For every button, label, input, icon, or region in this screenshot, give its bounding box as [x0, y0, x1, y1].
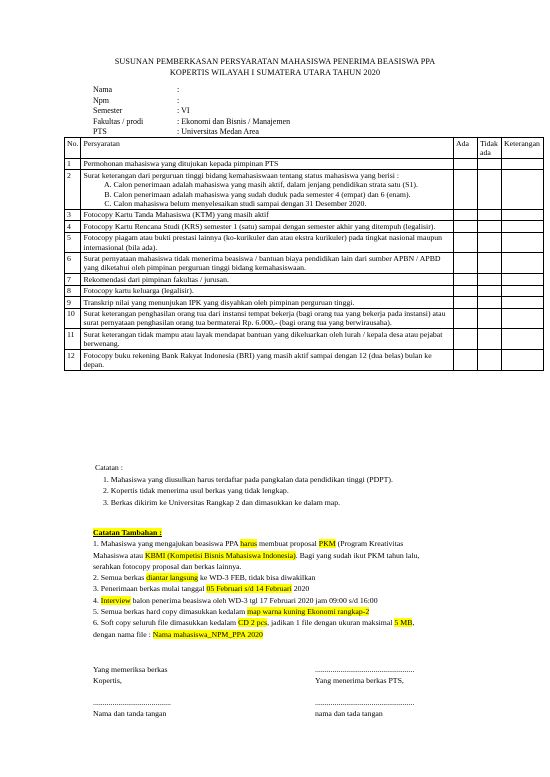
signature-left-org: Kopertis, — [93, 676, 122, 685]
table-row — [65, 297, 544, 308]
table-row — [65, 329, 544, 350]
table-row — [65, 274, 544, 285]
text: 5. Semua berkas hard copy dimasukkan kedalam — [93, 607, 248, 617]
signature-left — [93, 664, 171, 719]
document-title-line1: SUSUNAN PEMBERKASAN PERSYARATAN MAHASISWA PENERIMA BEASISWA PPA — [114, 57, 436, 66]
text: , dengan nama file : — [93, 618, 415, 639]
keterangan-cell[interactable] — [502, 253, 544, 274]
ada-cell[interactable] — [454, 209, 478, 220]
info-row-fakultas — [93, 117, 290, 128]
row-number: 10 — [65, 308, 81, 329]
row-text: Surat keterangan tidak mampu atau layak mendapat bantuan yang dikeluarkan oleh lurah / kepala desa atau pejabat berwenang. — [81, 329, 454, 350]
text: 2. Semua berkas — [93, 573, 147, 583]
ada-cell[interactable] — [454, 350, 478, 371]
row-text: Transkrip nilai yang menunjukan IPK yang disyahkan oleh pimpinan perguruan tinggi. — [81, 297, 454, 308]
table-row — [65, 253, 544, 274]
info-row-nama — [93, 85, 290, 96]
signature-left-dots: ........................................ — [93, 698, 171, 707]
row-number: 7 — [65, 274, 81, 285]
keterangan-cell[interactable] — [502, 209, 544, 220]
signature-right-role: Yang menerima berkas PTS, — [315, 676, 404, 685]
info-value: : VI — [177, 106, 190, 116]
tidak-ada-cell[interactable] — [478, 232, 502, 253]
ada-cell[interactable] — [454, 253, 478, 274]
text: . Bagi yang sudah ikut PKM tahun lalu, serahkan fotocopy proposal dan berkas lainnya. — [93, 550, 420, 571]
ada-cell[interactable] — [454, 274, 478, 285]
info-label: Fakultas / prodi — [93, 116, 144, 126]
row-number: 12 — [65, 350, 81, 371]
table-row — [65, 158, 544, 169]
ada-cell[interactable] — [454, 232, 478, 253]
text: balon penerima beasiswa oleh WD-3 tgl 17 Februari 2020 jam 09:00 s/d 16:00 — [130, 595, 378, 605]
row-text: Fotocopy Kartu Tanda Mahasiswa (KTM) yang masih aktif — [81, 209, 454, 220]
text: 2020 — [291, 584, 310, 594]
student-info — [93, 85, 290, 138]
keterangan-cell[interactable] — [502, 170, 544, 210]
header-keterangan: Keterangan — [502, 138, 544, 159]
row-number: 9 — [65, 297, 81, 308]
document-title-line2: KOPERTIS WILAYAH I SUMATERA UTARA TAHUN 2020 — [169, 68, 381, 77]
info-label: PTS — [93, 127, 107, 137]
info-value: : — [177, 85, 180, 94]
note-item: 3. Berkas dikirim ke Universitas Rangkap 2 dan dimasukkan ke dalam map. — [103, 497, 341, 507]
additional-note-3 — [93, 583, 428, 594]
highlight: 5 MB — [394, 618, 413, 628]
tidak-ada-cell[interactable] — [478, 221, 502, 232]
row-text: Fotocopy piagam atau bukti prestasi lainnya (ko-kurikuler dan atau ekstra kurikuler) pada tingkat nasional maupun internasional (bila ada). — [81, 232, 454, 253]
keterangan-cell[interactable] — [502, 297, 544, 308]
highlight: Interview — [100, 595, 131, 605]
notes-section — [95, 462, 393, 508]
row-text-with-sublist — [81, 170, 454, 210]
tidak-ada-cell[interactable] — [478, 158, 502, 169]
tidak-ada-cell[interactable] — [478, 209, 502, 220]
note-item: 2. Kopertis tidak menerima usul berkas yang tidak lengkap. — [103, 486, 289, 495]
table-row — [65, 209, 544, 220]
row-number: 6 — [65, 253, 81, 274]
highlight: harus — [240, 539, 258, 549]
table-row — [65, 221, 544, 232]
additional-note-2 — [93, 572, 428, 583]
tidak-ada-cell[interactable] — [478, 350, 502, 371]
tidak-ada-cell[interactable] — [478, 285, 502, 296]
tidak-ada-cell[interactable] — [478, 297, 502, 308]
info-row-npm — [93, 96, 290, 107]
table-row — [65, 350, 544, 371]
header-ada: Ada — [454, 138, 478, 159]
highlight: KBMI (Kompetisi Bisnis Mahasiswa Indonesia) — [144, 550, 296, 560]
table-header-row — [65, 138, 544, 159]
text: , jadikan 1 file dengan ukuran maksimal — [267, 618, 395, 628]
sub-item: A. Calon penerimaan adalah mahasiswa yang masih aktif, dalam jenjang pendidikan strata satu (S1). — [113, 180, 451, 189]
row-text: Fotocopy Kartu Rencana Studi (KRS) semester 1 (satu) sampai dengan semester akhir yang ditempuh (legalisir). — [81, 221, 454, 232]
keterangan-cell[interactable] — [502, 232, 544, 253]
highlight: diantar langsung — [146, 573, 199, 583]
additional-notes-title: Catatan Tambahan : — [93, 528, 162, 537]
keterangan-cell[interactable] — [502, 308, 544, 329]
highlight: CD 2 pcs — [238, 618, 268, 628]
row-text: Surat keterangan dari perguruan tinggi bidang kemahasiswaan tentang status mahasiswa yang berisi : — [83, 170, 400, 180]
additional-note-1 — [93, 538, 428, 572]
notes-title: Catatan : — [95, 463, 123, 472]
row-text: Rekomendasi dari pimpinan fakultas / jurusan. — [81, 274, 454, 285]
keterangan-cell[interactable] — [502, 285, 544, 296]
info-value: : Universitas Medan Area — [177, 127, 259, 137]
row-number: 4 — [65, 221, 81, 232]
info-row-semester — [93, 106, 290, 117]
signature-right — [315, 664, 414, 719]
highlight: map warna kuning Ekonomi rangkap-2 — [247, 607, 370, 617]
ada-cell[interactable] — [454, 308, 478, 329]
ada-cell[interactable] — [454, 329, 478, 350]
row-text: Fotocopy buku rekening Bank Rakyat Indonesia (BRI) yang masih aktif sampai dengan 12 (dua belas) bulan ke depan. — [81, 350, 454, 371]
ada-cell[interactable] — [454, 158, 478, 169]
text: 3. Penerimaan berkas mulai tanggal — [93, 584, 207, 594]
table-row — [65, 308, 544, 329]
additional-note-4 — [93, 595, 428, 606]
text: (Program Kreativitas Mahasiswa atau — [93, 539, 404, 560]
spacer — [315, 686, 414, 697]
text: 4. — [93, 595, 101, 605]
additional-note-5 — [93, 606, 428, 617]
row-number: 3 — [65, 209, 81, 220]
additional-note-6 — [93, 617, 428, 640]
row-number: 2 — [65, 170, 81, 210]
spacer — [93, 686, 171, 697]
sub-item: C. Calon mahasiswa belum menyelesaikan studi sampai dengan 31 Desember 2020. — [113, 199, 451, 208]
info-label: Nama — [93, 85, 113, 94]
note-item: 1. Mahasiswa yang diusulkan harus terdaftar pada pangkalan data pendidikan tinggi (PDPT). — [103, 474, 393, 484]
row-number: 1 — [65, 158, 81, 169]
keterangan-cell[interactable] — [502, 158, 544, 169]
tidak-ada-cell[interactable] — [478, 329, 502, 350]
keterangan-cell[interactable] — [502, 329, 544, 350]
sub-list — [83, 180, 451, 208]
signature-right-dots-top: ................................................... — [315, 665, 415, 674]
keterangan-cell[interactable] — [502, 221, 544, 232]
highlight: 05 Februari s/d 14 Februari — [206, 584, 292, 594]
tidak-ada-cell[interactable] — [478, 274, 502, 285]
text: membuat proposal — [257, 539, 319, 549]
info-value: : — [177, 95, 180, 105]
tidak-ada-cell[interactable] — [478, 253, 502, 274]
signature-left-caption: Nama dan tanda tangan — [93, 709, 167, 718]
header-tidak-ada: Tidak ada — [478, 138, 502, 159]
table-row — [65, 170, 544, 210]
row-text: Surat pernyataan mahasiswa tidak menerima beasiswa / bantuan biaya pendidikan lain dari sumber APBN / APBD yang diketahui oleh pimpinan perguruan tinggi bidang kemahasiswaan. — [81, 253, 454, 274]
requirements-table — [64, 137, 544, 371]
additional-notes-section — [93, 527, 428, 640]
info-value: : Ekonomi dan Bisnis / Manajemen — [177, 116, 291, 126]
info-label: Npm — [93, 95, 109, 105]
ada-cell[interactable] — [454, 285, 478, 296]
signature-right-dots: ................................................... — [315, 698, 415, 707]
row-number: 8 — [65, 285, 81, 296]
table-row — [65, 232, 544, 253]
header-persyaratan: Persyaratan — [81, 138, 454, 159]
tidak-ada-cell[interactable] — [478, 170, 502, 210]
sub-item: B. Calon penerimaan adalah mahasiswa yang sudah duduk pada semester 4 (empat) dan 6 (enam). — [113, 190, 451, 199]
ada-cell[interactable] — [454, 221, 478, 232]
tidak-ada-cell[interactable] — [478, 308, 502, 329]
table-row — [65, 285, 544, 296]
signature-right-caption: nama dan tada tangan — [315, 709, 383, 718]
header-no: No. — [65, 138, 81, 159]
keterangan-cell[interactable] — [502, 274, 544, 285]
row-number: 5 — [65, 232, 81, 253]
ada-cell[interactable] — [454, 170, 478, 210]
keterangan-cell[interactable] — [502, 350, 544, 371]
highlight: PKM — [318, 539, 336, 549]
ada-cell[interactable] — [454, 297, 478, 308]
row-text: Fotocopy kartu keluarga (legalisir). — [81, 285, 454, 296]
signature-left-role: Yang memeriksa berkas — [93, 665, 168, 674]
highlight: Nama mahasiswa_NPM_PPA 2020 — [152, 629, 263, 639]
info-label: Semester — [93, 106, 123, 116]
text: 1. Mahasiswa yang mengajukan beasiswa PPA — [93, 539, 241, 549]
row-text: Surat keterangan penghasilan orang tua dari instansi tempat bekerja (bagi orang tua yang bekerja pada instansi) atau surat pernyataan penghasilan orang tua bermaterai Rp. 6.000,- (bagi orang tua yang berwirausaha). — [81, 308, 454, 329]
text: ke WD-3 FEB, tidak bisa diwakilkan — [198, 573, 316, 583]
row-text: Permohonan mahasiswa yang ditujukan kepada pimpinan PTS — [81, 158, 454, 169]
text: 6. Soft copy seluruh file dimasukkan kedalam — [93, 618, 239, 628]
row-number: 11 — [65, 329, 81, 350]
